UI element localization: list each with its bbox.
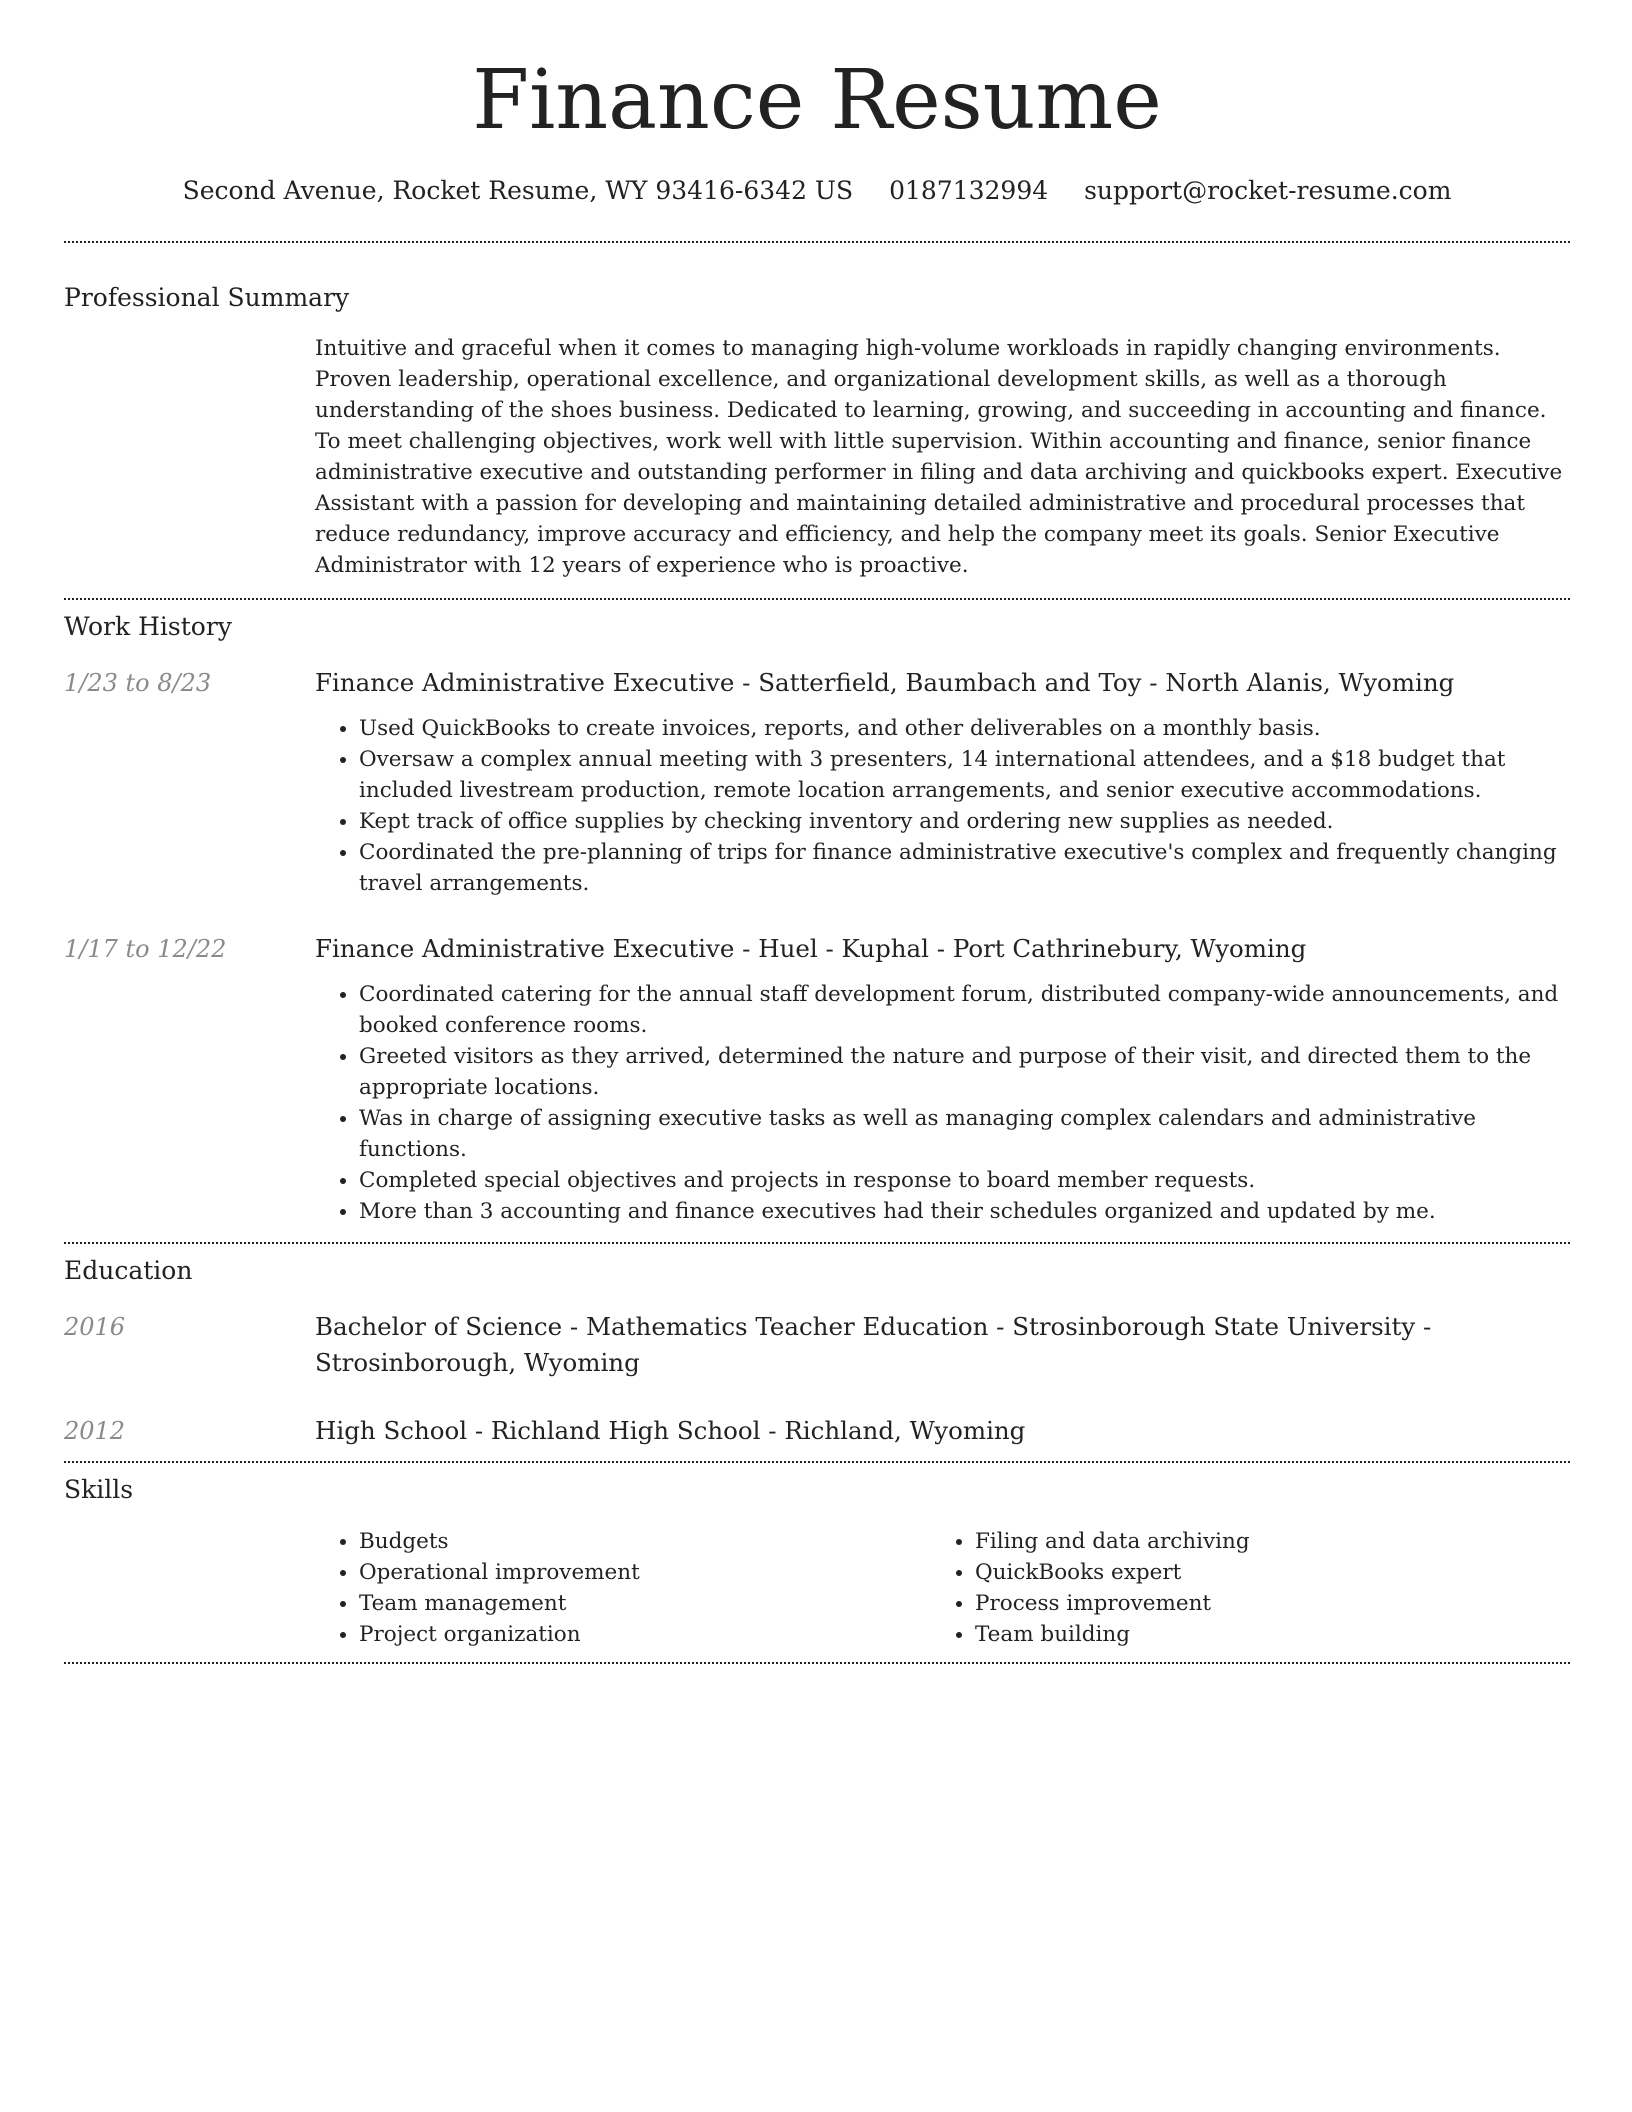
contact-address: Second Avenue, Rocket Resume, WY 93416-6342 US bbox=[182, 176, 854, 205]
contact-email: support@rocket-resume.com bbox=[1084, 176, 1452, 205]
list-item: • Oversaw a complex annual meeting with 3 presenters, 14 international attendees, and a $18 budget that included livestream production, remote location arrangements, and senior executive accommodations. bbox=[359, 744, 1570, 806]
job-entry bbox=[64, 931, 1570, 1227]
job-dates: 1/17 to 12/22 bbox=[64, 935, 227, 963]
list-item: • Greeted visitors as they arrived, determined the nature and purpose of their visit, and directed them to the appropriate locations. bbox=[359, 1041, 1570, 1103]
list-item: • Project organization bbox=[359, 1619, 931, 1650]
skills-list-left bbox=[315, 1526, 931, 1650]
work-section bbox=[64, 600, 1570, 1227]
contact-line bbox=[64, 176, 1570, 205]
resume-name: Finance Resume bbox=[472, 53, 1162, 148]
contact-phone: 0187132994 bbox=[889, 176, 1049, 205]
job-bullets bbox=[315, 713, 1570, 899]
education-degree: High School bbox=[315, 1416, 468, 1445]
list-item: • Coordinated catering for the annual staff development forum, distributed company-wide announcements, and booked conference rooms. bbox=[359, 979, 1570, 1041]
job-details: - Satterfield, Baumbach and Toy - North Alanis, Wyoming bbox=[734, 668, 1455, 697]
section-title-skills: Skills bbox=[64, 1475, 134, 1504]
education-details: - Strosinborough State University - Strosinborough, Wyoming bbox=[315, 1312, 1432, 1377]
job-dates: 1/23 to 8/23 bbox=[64, 669, 212, 697]
list-item: • Completed special objectives and projects in response to board member requests. bbox=[359, 1165, 1570, 1196]
education-heading bbox=[315, 1413, 1570, 1449]
job-heading bbox=[315, 665, 1570, 701]
education-section bbox=[64, 1244, 1570, 1449]
education-year: 2016 bbox=[64, 1313, 126, 1341]
list-item: • Was in charge of assigning executive tasks as well as managing complex calendars and administrative functions. bbox=[359, 1103, 1570, 1165]
section-title-summary: Professional Summary bbox=[64, 283, 350, 312]
list-item: • Budgets bbox=[359, 1526, 931, 1557]
education-details: - Richland High School - Richland, Wyoming bbox=[467, 1416, 1026, 1445]
education-entry bbox=[64, 1413, 1570, 1449]
education-heading bbox=[315, 1309, 1570, 1381]
summary-text: Intuitive and graceful when it comes to managing high-volume workloads in rapidly changing environments. Proven leadership, operational excellence, and organizational development skills, as well as a thorough understanding of the shoes business. Dedicated to learning, growing, and succeeding in accounting and finance. To meet challenging objectives, work well with little supervision. Within accounting and finance, senior finance administrative executive and outstanding performer in filing and data archiving and quickbooks expert. Executive Assistant with a passion for developing and maintaining detailed administrative and procedural processes that reduce redundancy, improve accuracy and efficiency, and help the company meet its goals. Senior Executive Administrator with 12 years of experience who is proactive. bbox=[315, 336, 1563, 578]
list-item: • Process improvement bbox=[975, 1588, 1547, 1619]
divider bbox=[64, 1662, 1570, 1664]
list-item: • Kept track of office supplies by checking inventory and ordering new supplies as needed. bbox=[359, 806, 1570, 837]
list-item: • QuickBooks expert bbox=[975, 1557, 1547, 1588]
section-title-education: Education bbox=[64, 1256, 193, 1285]
job-entry bbox=[64, 665, 1570, 899]
summary-section bbox=[64, 243, 1570, 581]
job-bullets bbox=[315, 979, 1570, 1227]
list-item: • More than 3 accounting and finance executives had their schedules organized and updated by me. bbox=[359, 1196, 1570, 1227]
job-details: - Huel - Kuphal - Port Cathrinebury, Wyoming bbox=[734, 934, 1307, 963]
education-year: 2012 bbox=[64, 1417, 126, 1445]
list-item: • Team building bbox=[975, 1619, 1547, 1650]
skills-section bbox=[64, 1463, 1570, 1650]
list-item: • Team management bbox=[359, 1588, 931, 1619]
list-item: • Coordinated the pre-planning of trips for finance administrative executive's complex and frequently changing travel arrangements. bbox=[359, 837, 1570, 899]
job-role: Finance Administrative Executive bbox=[315, 934, 735, 963]
section-title-work: Work History bbox=[64, 612, 232, 641]
list-item: • Operational improvement bbox=[359, 1557, 931, 1588]
education-degree: Bachelor of Science - Mathematics Teacher Education bbox=[315, 1312, 989, 1341]
education-entry bbox=[64, 1309, 1570, 1381]
skills-list-right bbox=[931, 1526, 1547, 1650]
skills-grid bbox=[315, 1526, 1570, 1650]
resume-page bbox=[64, 0, 1570, 1664]
job-heading bbox=[315, 931, 1570, 967]
list-item: • Filing and data archiving bbox=[975, 1526, 1547, 1557]
list-item: • Used QuickBooks to create invoices, reports, and other deliverables on a monthly basis. bbox=[359, 713, 1570, 744]
job-role: Finance Administrative Executive bbox=[315, 668, 735, 697]
